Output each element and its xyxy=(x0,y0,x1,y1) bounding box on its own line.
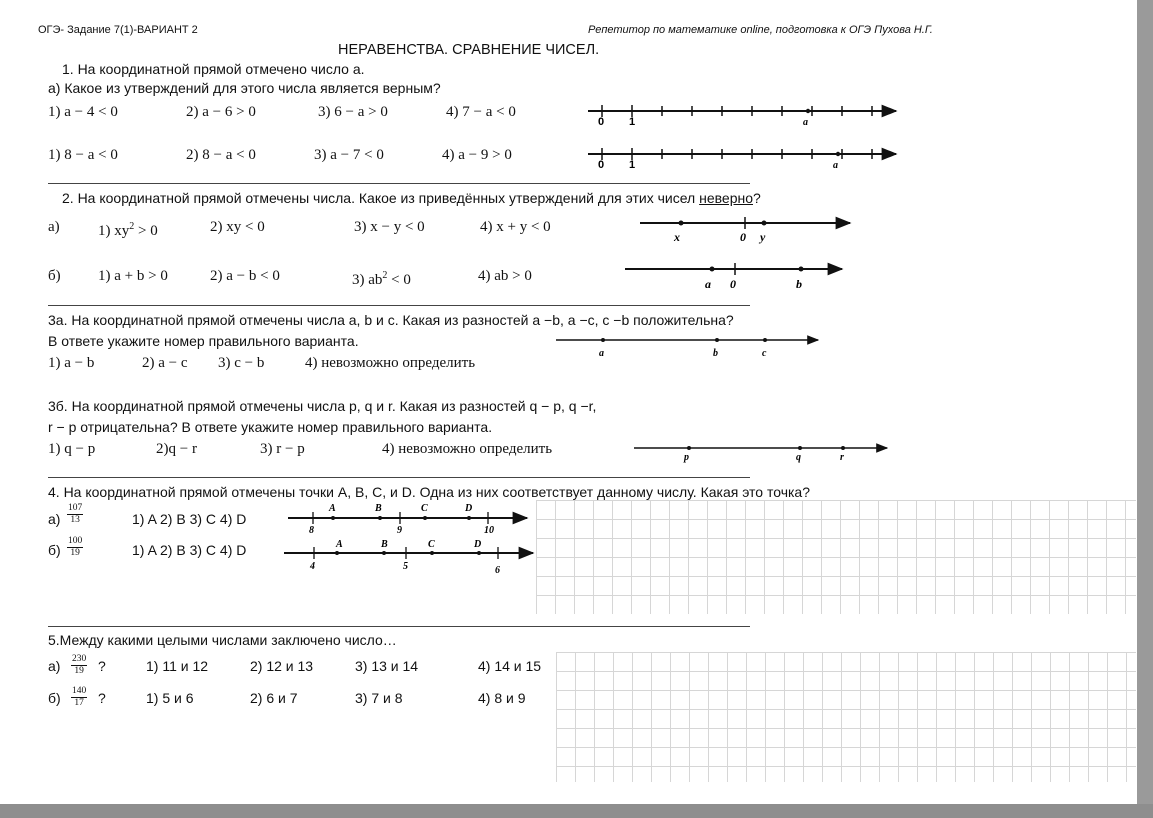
point-a xyxy=(710,267,715,272)
task3a-opt4: 4) невозможно определить xyxy=(305,355,476,371)
label-A: A xyxy=(336,539,343,550)
task4a-number-line xyxy=(288,503,527,536)
task1-r2-opt3: 3) a − 7 < 0 xyxy=(314,147,384,163)
task5b-den: 17 xyxy=(74,698,84,708)
task3b-heading: 3б. На координатной прямой отмечены числа p, q и r. Какая из разностей q − p, q −r, xyxy=(48,398,597,414)
task2-heading-underlined: неверно xyxy=(699,190,753,206)
task2a-opt2: 2) xy < 0 xyxy=(210,219,265,235)
task3b-number-line xyxy=(634,446,887,463)
label-C: C xyxy=(421,503,428,514)
task3a-opt3: 3) c − b xyxy=(218,355,265,371)
task5b-num: 140 xyxy=(72,686,87,696)
task5-heading: 5.Между какими целыми числами заключено число… xyxy=(48,632,397,648)
task1-heading: 1. На координатной прямой отмечено число а. xyxy=(62,61,365,77)
task5b-label: б) xyxy=(48,690,61,706)
label-A: A xyxy=(329,503,336,514)
task2a-opt1-rest: > 0 xyxy=(138,223,158,239)
label-q: q xyxy=(796,452,801,463)
task2-heading-text: 2. На координатной прямой отмечены числа. Какое из приведённых утверждений для этих чисел xyxy=(62,190,700,206)
task2-heading-end: ? xyxy=(753,190,761,206)
task3b-opt4: 4) невозможно определить xyxy=(382,441,553,457)
label-zero: 0 xyxy=(740,230,746,244)
tick-6: 6 xyxy=(495,565,500,576)
task1-number-line-1 xyxy=(588,105,896,128)
label-B: B xyxy=(381,539,388,550)
task5b-opt3: 3) 7 и 8 xyxy=(355,690,403,706)
tick-10: 10 xyxy=(484,525,494,536)
point-D xyxy=(477,551,481,555)
point-y xyxy=(762,221,767,226)
task4-heading: 4. На координатной прямой отмечены точки A, B, C, и D. Одна из них соответствует данному числу. Какая это точка? xyxy=(48,484,811,500)
task1-r1-opt1: 1) a − 4 < 0 xyxy=(48,104,118,120)
point-B xyxy=(378,516,382,520)
point-D xyxy=(467,516,471,520)
task3a-opt2: 2) a − c xyxy=(142,355,188,371)
task2b-opt3-rest: < 0 xyxy=(391,272,411,288)
task3a-number-line xyxy=(556,338,818,359)
task5a-den: 19 xyxy=(74,666,84,676)
point-a xyxy=(836,152,840,156)
task2b-opt1: 1) a + b > 0 xyxy=(98,268,168,284)
task1-r1-opt4: 4) 7 − a < 0 xyxy=(446,104,516,120)
task1-r1-opt2: 2) a − 6 > 0 xyxy=(186,104,256,120)
task2b-label: б) xyxy=(48,268,61,284)
label-zero: 0 xyxy=(730,277,736,291)
label-c: c xyxy=(762,348,767,359)
tick-4: 4 xyxy=(310,561,315,572)
tick-5: 5 xyxy=(403,561,408,572)
task5a-opt4: 4) 14 и 15 xyxy=(478,658,542,674)
task4b-number-line xyxy=(284,539,533,576)
task3a-sub: В ответе укажите номер правильного варианта. xyxy=(48,333,359,349)
label-b: b xyxy=(713,348,718,359)
task1-question: а) Какое из утверждений для этого числа является верным? xyxy=(48,80,441,96)
label-C: C xyxy=(428,539,435,550)
label-zero: 0 xyxy=(598,116,605,128)
page-title: НЕРАВЕНСТВА. СРАВНЕНИЕ ЧИСЕЛ. xyxy=(338,42,600,58)
header-left: ОГЭ- Задание 7(1)-ВАРИАНТ 2 xyxy=(38,24,198,36)
task4b-den: 19 xyxy=(70,548,80,558)
task3b-heading2: r − p отрицательна? В ответе укажите номер правильного варианта. xyxy=(48,419,493,435)
task2a-opt1-exp: 2 xyxy=(129,221,135,232)
task5a-q: ? xyxy=(98,658,106,674)
point-A xyxy=(335,551,339,555)
task4a-opts: 1) A 2) B 3) C 4) D xyxy=(132,511,247,527)
task5a-opt1: 1) 11 и 12 xyxy=(146,658,209,674)
task1-number-line-2 xyxy=(588,148,896,171)
task4a-den: 13 xyxy=(70,515,80,525)
task2a-opt4: 4) x + y < 0 xyxy=(480,219,551,235)
label-zero: 0 xyxy=(598,159,605,171)
task2a-opt3: 3) x − y < 0 xyxy=(354,219,425,235)
point-a xyxy=(806,109,810,113)
task5a-opt3: 3) 13 и 14 xyxy=(355,658,419,674)
label-B: B xyxy=(375,503,382,514)
label-p: p xyxy=(684,452,689,463)
task3b-opt1: 1) q − p xyxy=(48,441,96,457)
header-right: Репетитор по математике online, подготовка к ОГЭ Пухова Н.Г. xyxy=(588,24,933,36)
task4a-num: 107 xyxy=(68,503,83,513)
task2b-opt4: 4) ab > 0 xyxy=(478,268,532,284)
point-B xyxy=(382,551,386,555)
task5b-opt1: 1) 5 и 6 xyxy=(146,690,194,706)
label-x: x xyxy=(674,230,680,244)
page-shadow xyxy=(0,804,1153,818)
task5b-q: ? xyxy=(98,690,106,706)
task4a-label: а) xyxy=(48,511,61,527)
label-a: a xyxy=(833,160,838,171)
label-a: a xyxy=(803,117,808,128)
label-y: y xyxy=(760,230,766,244)
task4b-num: 100 xyxy=(68,536,83,546)
task5a-num: 230 xyxy=(72,654,87,664)
label-one: 1 xyxy=(629,116,636,128)
task5a-label: а) xyxy=(48,658,61,674)
label-D: D xyxy=(465,503,473,514)
task5a-opt2: 2) 12 и 13 xyxy=(250,658,314,674)
task2a-label: а) xyxy=(48,219,60,235)
task2b-opt3-exp: 2 xyxy=(382,270,388,281)
task4b-label: б) xyxy=(48,542,61,558)
label-a: a xyxy=(599,348,604,359)
point-r xyxy=(841,446,845,450)
task2a-opt1-base: 1) xy xyxy=(98,223,130,239)
point-C xyxy=(430,551,434,555)
point-x xyxy=(679,221,684,226)
task2b-number-line xyxy=(625,263,842,291)
task3b-opt2: 2)q − r xyxy=(156,441,197,457)
point-b xyxy=(715,338,719,342)
point-p xyxy=(687,446,691,450)
task1-r2-opt1: 1) 8 − a < 0 xyxy=(48,147,118,163)
task3a-opt1: 1) a − b xyxy=(48,355,95,371)
task4b-opts: 1) A 2) B 3) C 4) D xyxy=(132,542,247,558)
task3b-opt3: 3) r − p xyxy=(260,441,305,457)
label-one: 1 xyxy=(629,159,636,171)
task1-r2-opt2: 2) 8 − a < 0 xyxy=(186,147,256,163)
point-c xyxy=(763,338,767,342)
task1-r1-opt3: 3) 6 − a > 0 xyxy=(318,104,388,120)
label-r: r xyxy=(840,452,844,463)
label-D: D xyxy=(474,539,482,550)
point-b xyxy=(799,267,804,272)
tick-8: 8 xyxy=(309,525,314,536)
tick-9: 9 xyxy=(397,525,402,536)
point-q xyxy=(798,446,802,450)
task2b-opt2: 2) a − b < 0 xyxy=(210,268,280,284)
task2b-opt3-base: 3) ab xyxy=(352,272,383,288)
label-b: b xyxy=(796,277,802,291)
point-A xyxy=(331,516,335,520)
task1-r2-opt4: 4) a − 9 > 0 xyxy=(442,147,512,163)
task3a-heading: 3а. На координатной прямой отмечены числа a, b и c. Какая из разностей a −b, a −c, c −b положительна? xyxy=(48,312,734,328)
task5b-opt4: 4) 8 и 9 xyxy=(478,690,526,706)
task2a-number-line xyxy=(640,217,850,244)
label-a: a xyxy=(705,277,711,291)
point-C xyxy=(423,516,427,520)
point-a xyxy=(601,338,605,342)
task5b-opt2: 2) 6 и 7 xyxy=(250,690,298,706)
